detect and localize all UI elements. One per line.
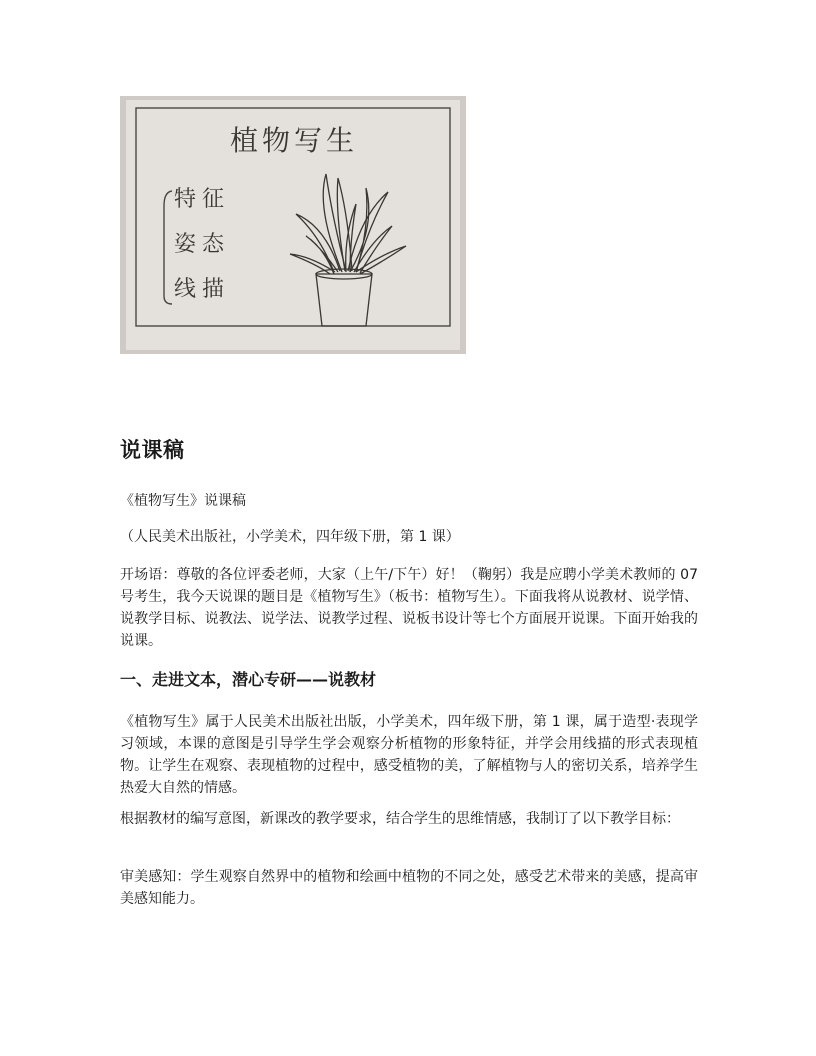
doc-subtitle: 《植物写生》说课稿 xyxy=(120,493,246,509)
opening-paragraph: 开场语：尊敬的各位评委老师，大家（上午/下午）好！（鞠躬）我是应聘小学美术教师的 07 号考生，我今天说课的题目是《植物写生》（板书：植物写生）。下面我将从说教材、说学情、说教学目标、说教法、说学法、说教学过程、说板书设计等七个方面展开说课。下面开始我的说课。 xyxy=(120,567,698,649)
doc-heading: 说课稿 xyxy=(120,438,185,462)
sketch-label-3a: 线 xyxy=(174,277,197,302)
blackboard-sketch-photo xyxy=(120,96,466,354)
textbook-paragraph: 《植物写生》属于人民美术出版社出版，小学美术，四年级下册，第 1 课，属于造型·表现学习领域，本课的意图是引导学生学会观察分析植物的形象特征，并学会用线描的形式表现植物。让学生在观察、表现植物的过程中，感受植物的美，了解植物与人的密切关系，培养学生热爱大自然的情感。 xyxy=(120,714,698,796)
aesthetic-perception-paragraph: 审美感知：学生观察自然界中的植物和绘画中植物的不同之处，感受艺术带来的美感，提高审美感知能力。 xyxy=(120,869,698,907)
sketch-label-2a: 姿 xyxy=(174,232,197,257)
sketch-label-3b: 描 xyxy=(202,277,225,302)
sketch-drawing xyxy=(120,96,466,354)
objectives-intro-paragraph: 根据教材的编写意图，新课改的教学要求，结合学生的思维情感，我制订了以下教学目标： xyxy=(120,811,680,827)
sketch-label-1a: 特 xyxy=(174,187,197,212)
sketch-label-1b: 征 xyxy=(202,187,225,212)
sketch-title: 植物写生 xyxy=(229,124,359,157)
section-heading: 一、走进文本，潜心专研——说教材 xyxy=(120,670,377,689)
sketch-label-2b: 态 xyxy=(202,232,225,257)
doc-publisher: （人民美术出版社，小学美术，四年级下册，第 1 课） xyxy=(120,529,460,545)
